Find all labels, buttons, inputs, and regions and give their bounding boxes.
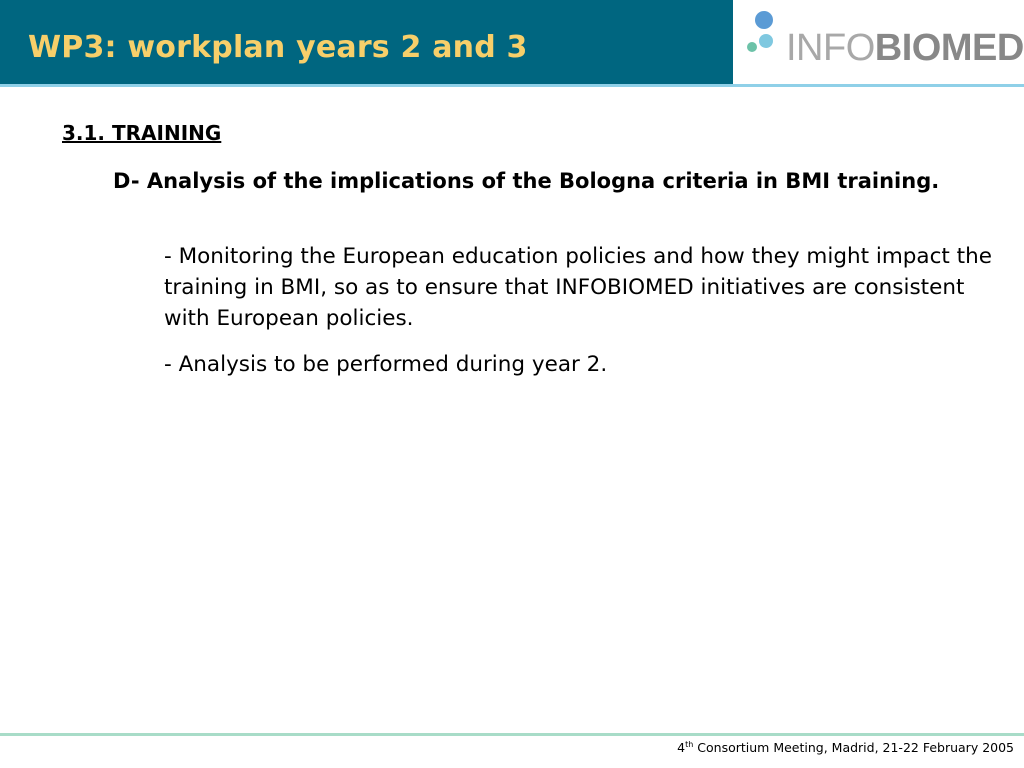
slide-title: WP3: workplan years 2 and 3 (28, 30, 528, 65)
section-heading: 3.1. TRAINING (62, 121, 222, 145)
infobiomed-dots-icon (744, 10, 784, 60)
footer-meeting-text: Consortium Meeting, Madrid, 21-22 February 2005 (693, 740, 1014, 755)
footer-ordinal-number: 4 (677, 740, 686, 755)
logo-text-biomed: BIOMED (874, 27, 1024, 69)
infobiomed-logo (744, 8, 1024, 76)
footer-divider (0, 733, 1024, 736)
header-divider (0, 84, 1024, 87)
footer-ordinal-suffix: th (685, 740, 694, 749)
logo-text-info: INFO (786, 27, 875, 69)
subheading: D- Analysis of the implications of the Bologna criteria in BMI training. (113, 169, 940, 193)
bullet-item: - Monitoring the European education policies and how they might impact the training in BMI, so as to ensure that INFOBIOMED initiatives are consistent with European policies. (164, 244, 992, 331)
logo-wordmark (786, 28, 1024, 68)
header-band (0, 0, 733, 84)
footer-text (677, 740, 1014, 755)
bullet-item: - Analysis to be performed during year 2. (164, 352, 608, 377)
